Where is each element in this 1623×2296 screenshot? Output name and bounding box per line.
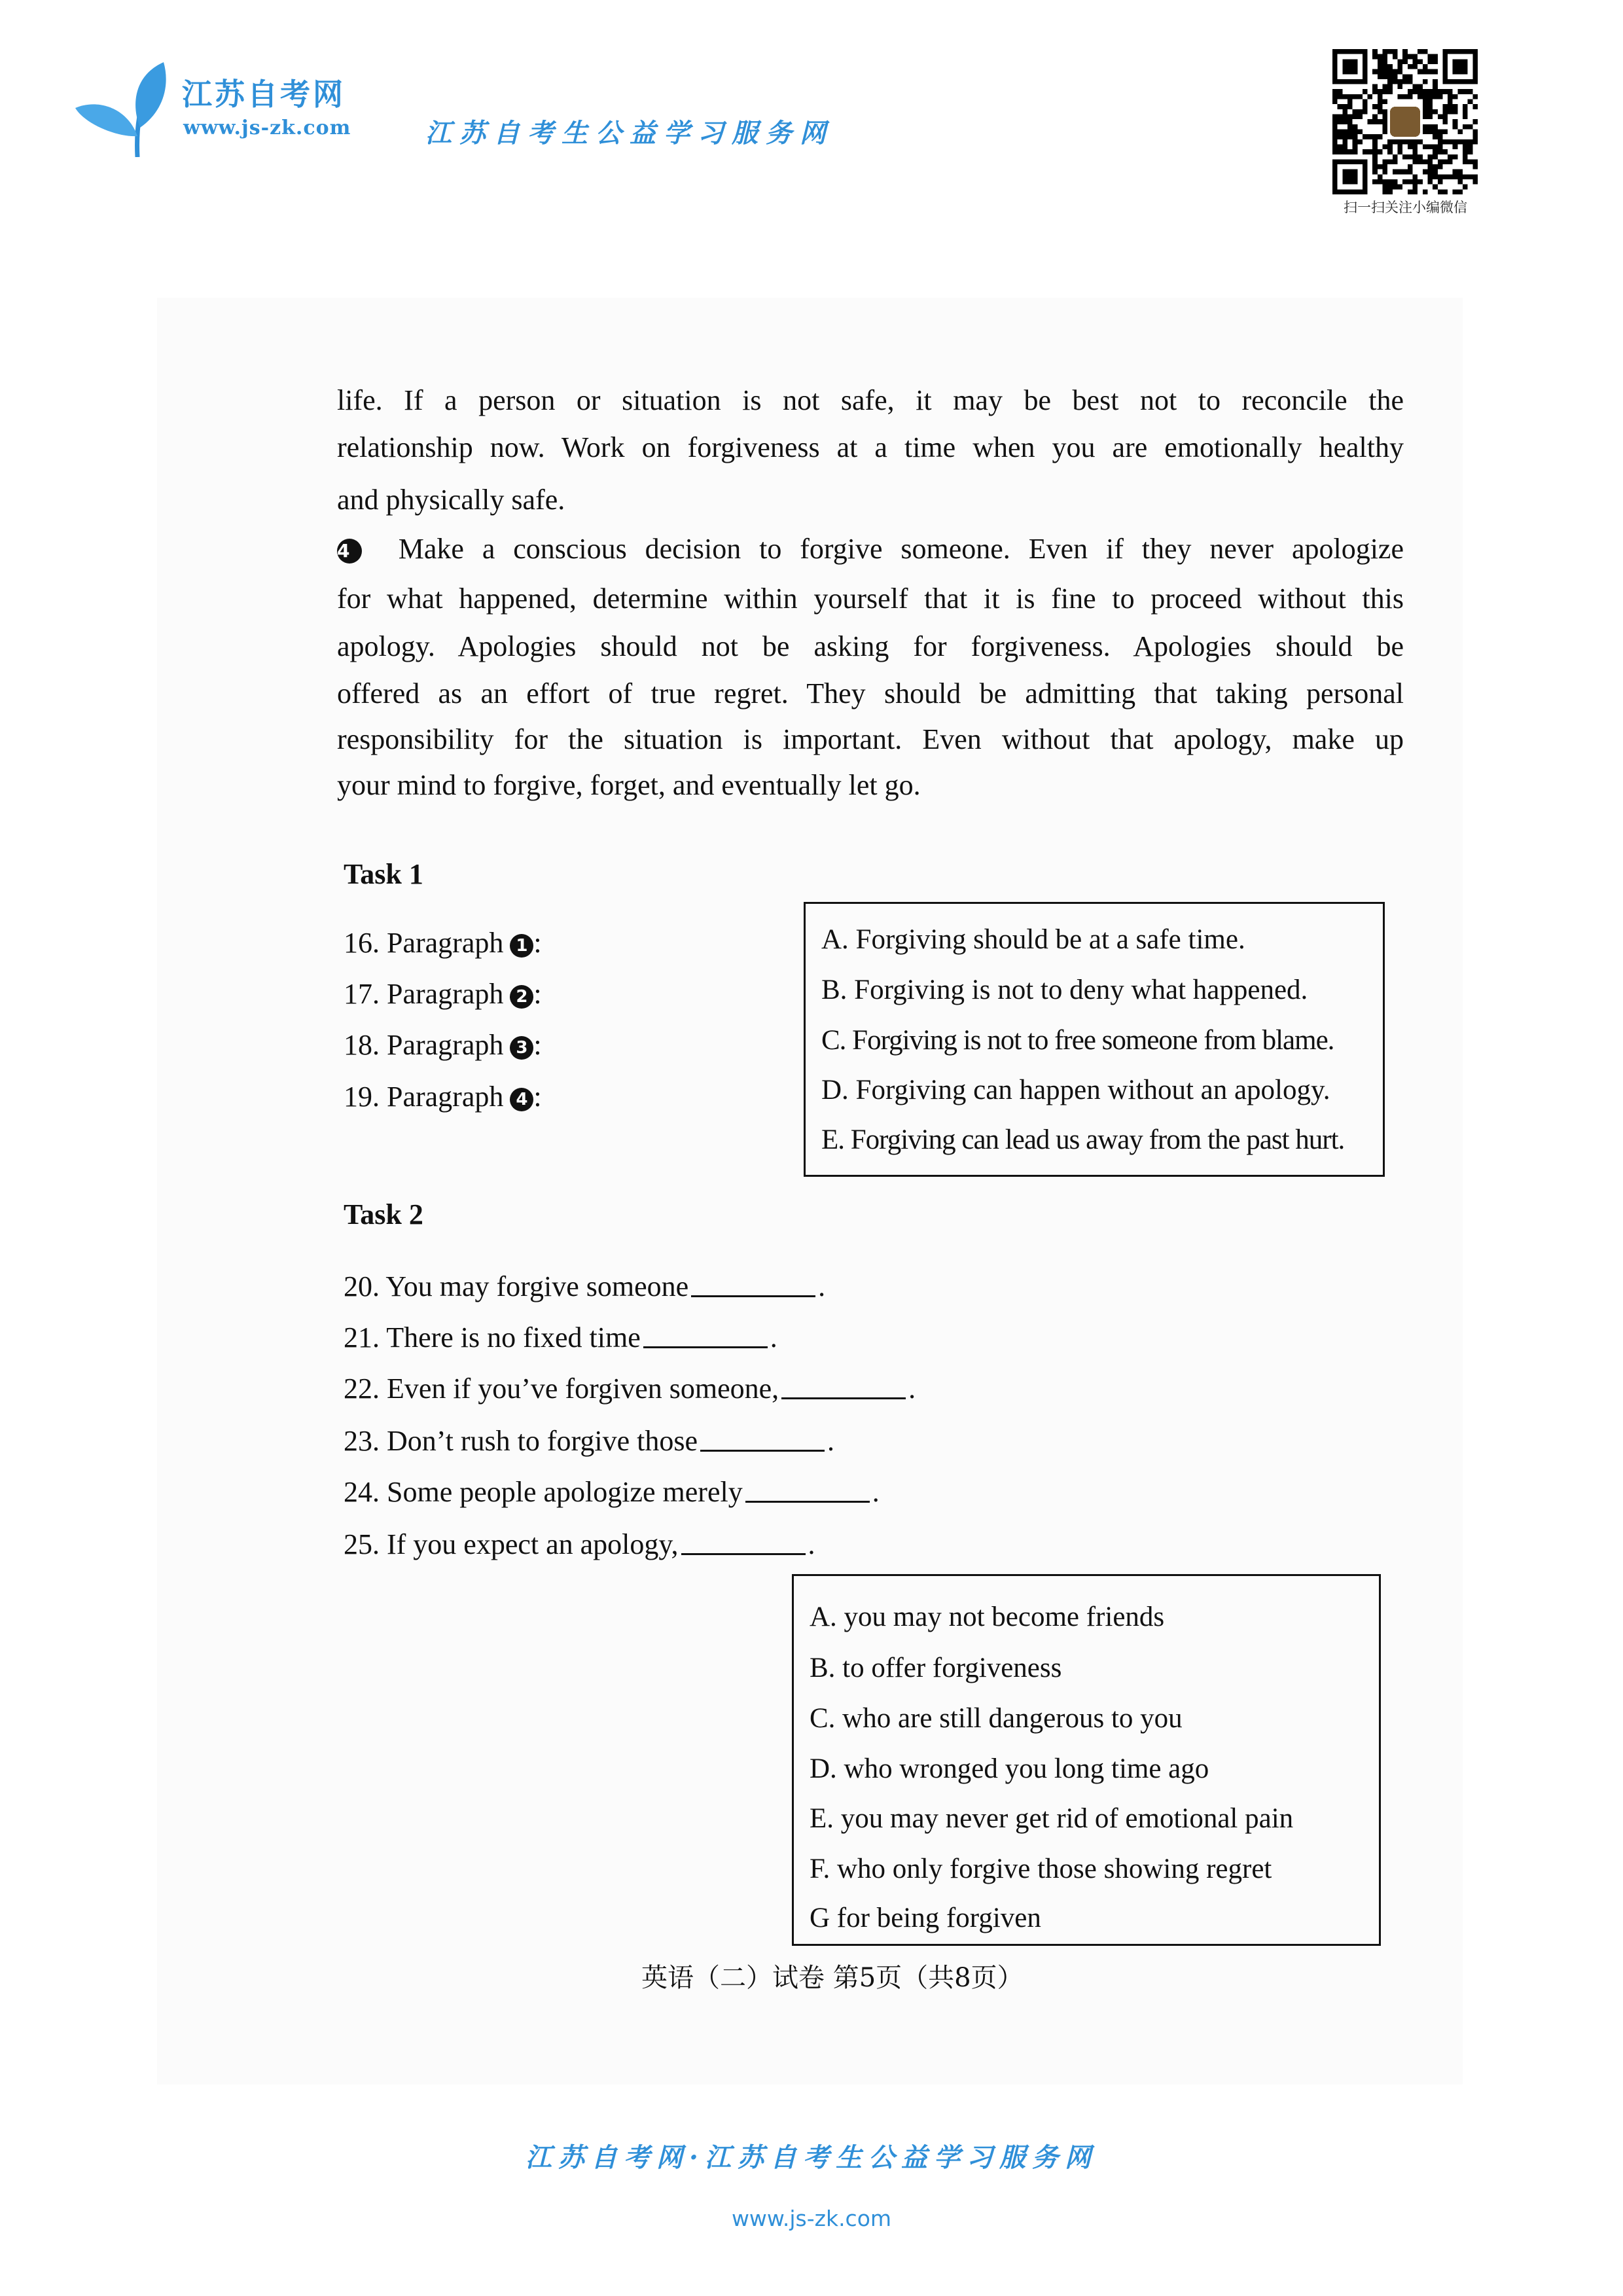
option-item: E. Forgiving can lead us away from the past hurt. [821,1124,1345,1155]
paragraph-number-marker: 4 [337,539,362,564]
question-label: Paragraph [387,1029,504,1061]
question-text: Some people apologize merely [387,1476,743,1508]
period: . [872,1476,880,1508]
task-1-question [344,1028,542,1062]
header-slogan: 江苏自考生公益学习服务网 [425,118,834,149]
task-1-question [344,1080,542,1113]
period: . [908,1372,916,1405]
question-label: Paragraph [387,978,504,1010]
qr-caption: 扫一扫关注小编微信 [1344,200,1467,215]
period: . [818,1270,826,1302]
question-number: 24. [344,1476,380,1508]
question-text: Even if you’ve forgiven someone, [387,1372,779,1405]
passage-line: apology. Apologies should not be asking for forgiveness. Apologies should be [337,630,1404,662]
option-item: B. to offer forgiveness [810,1653,1062,1683]
page-number-footer: 英语（二）试卷 第5页（共8页） [641,1963,1024,1993]
task-2-options-box [792,1574,1381,1946]
question-label: Paragraph [387,927,504,959]
answer-blank[interactable] [643,1346,768,1348]
option-item: G for being forgiven [810,1903,1041,1933]
task-2-question [344,1424,834,1458]
task-1-question [344,926,542,960]
qr-code-icon [1332,49,1478,194]
question-number: 18. [344,1029,380,1061]
task-2-title: Task 2 [344,1198,423,1230]
task-2-question [344,1321,777,1354]
question-number: 25. [344,1528,380,1560]
option-item: C. who are still dangerous to you [810,1703,1183,1734]
answer-blank[interactable] [781,1397,906,1399]
question-number: 21. [344,1321,380,1354]
question-text: Don’t rush to forgive those [387,1425,698,1457]
passage-line: offered as an effort of true regret. They should be admitting that taking personal [337,677,1404,709]
paragraph-4-first-line [337,535,1404,564]
passage-line: relationship now. Work on forgiveness at a time when you are emotionally healthy [337,431,1404,463]
task-1-question [344,977,542,1011]
question-number: 17. [344,978,380,1010]
sprout-logo-icon [72,59,177,157]
task-1-title: Task 1 [344,858,423,890]
question-number: 22. [344,1372,380,1405]
question-number: 23. [344,1425,380,1457]
question-text: If you expect an apology, [387,1528,679,1560]
passage-line: life. If a person or situation is not safe, it may be best not to reconcile the [337,384,1404,416]
qr-code-block [1329,49,1482,217]
passage-line: for what happened, determine within yourself that it is fine to proceed without this [337,583,1404,615]
passage-line: your mind to forgive, forget, and eventually let go. [337,769,921,801]
task-2-question [344,1528,815,1561]
colon: : [533,927,542,959]
task-2-question [344,1270,825,1303]
paragraph-number-marker: 2 [510,985,533,1009]
task-2-question [344,1475,880,1509]
task-1-options-box [804,902,1385,1177]
paragraph-number-marker: 3 [510,1036,533,1060]
task-2-question [344,1372,916,1405]
colon: : [533,1081,542,1113]
option-item: C. Forgiving is not to free someone from blame. [821,1025,1334,1056]
question-number: 20. [344,1270,380,1302]
period: . [827,1425,834,1457]
passage-text: Make a conscious decision to forgive someone. Even if they never apologize [398,533,1404,565]
option-item: F. who only forgive those showing regret [810,1854,1272,1884]
site-url[interactable]: www.js-zk.com [183,117,351,139]
option-item: E. you may never get rid of emotional pain [810,1803,1294,1834]
answer-blank[interactable] [681,1553,806,1555]
passage-line: responsibility for the situation is important. Even without that apology, make up [337,723,1404,755]
option-item: D. Forgiving can happen without an apology. [821,1075,1330,1105]
paragraph-number-marker: 1 [510,934,533,958]
answer-blank[interactable] [691,1295,815,1297]
question-label: Paragraph [387,1081,504,1113]
option-item: B. Forgiving is not to deny what happened. [821,975,1308,1005]
answer-blank[interactable] [745,1501,870,1503]
period: . [770,1321,777,1354]
colon: : [533,1029,542,1061]
question-text: There is no fixed time [386,1321,641,1354]
question-number: 16. [344,927,380,959]
option-item: A. Forgiving should be at a safe time. [821,924,1245,955]
period: . [808,1528,815,1560]
question-number: 19. [344,1081,380,1113]
paragraph-number-marker: 4 [510,1088,533,1111]
site-name: 江苏自考网 [182,77,346,112]
answer-blank[interactable] [700,1450,825,1452]
bottom-slogan: 江苏自考网·江苏自考生公益学习服务网 [526,2142,1097,2173]
option-item: D. who wronged you long time ago [810,1753,1209,1784]
option-item: A. you may not become friends [810,1602,1165,1632]
colon: : [533,978,542,1010]
bottom-site-url[interactable]: www.js-zk.com [731,2206,892,2231]
question-text: You may forgive someone [385,1270,689,1302]
passage-line: and physically safe. [337,484,565,516]
